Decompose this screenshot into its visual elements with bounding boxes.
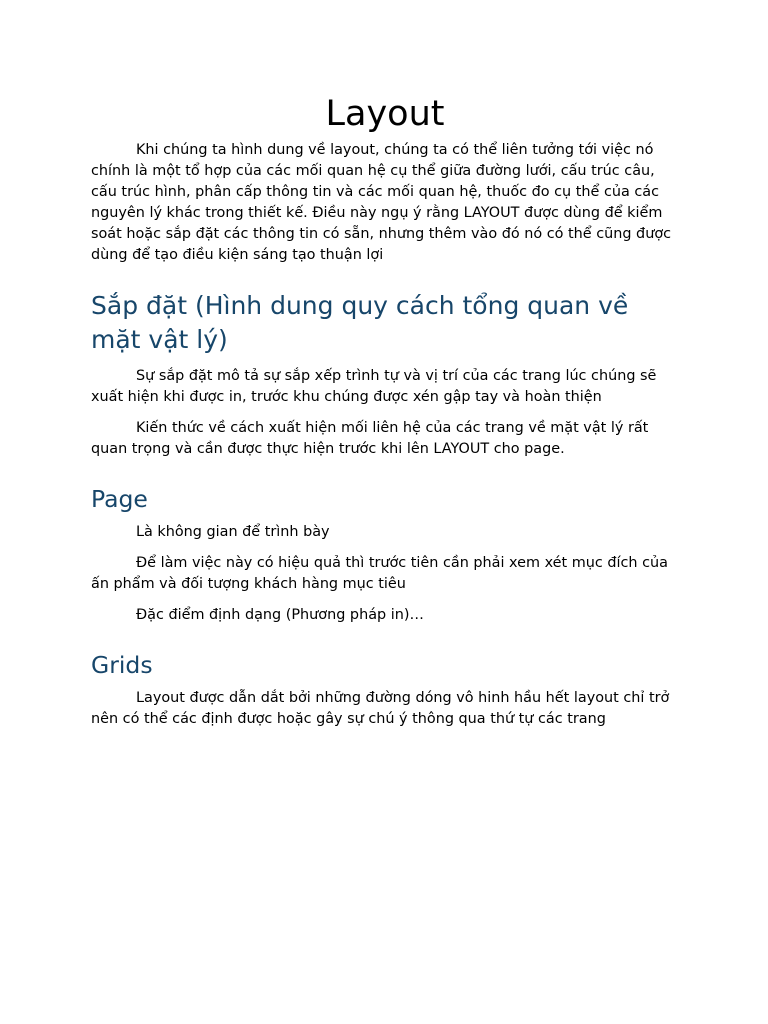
section-paragraph: Để làm việc này có hiệu quả thì trước tiên cần phải xem xét mục đích của ấn phẩm và đối tượng khách hàng mục tiêu	[91, 555, 668, 592]
document-page	[91, 92, 679, 740]
section-heading-grids: Grids	[91, 651, 153, 679]
section-paragraph: Kiến thức về cách xuất hiện mối liên hệ của các trang về mặt vật lý rất quan trọng và cần được thực hiện trước khi lên LAYOUT cho page.	[91, 420, 649, 457]
section-paragraph: Layout được dẫn dắt bởi những đường dóng vô hinh hầu hết layout chỉ trở nên có thể các định được hoặc gây sự chú ý thông qua thứ tự các trang	[91, 690, 670, 727]
document-title: Layout	[325, 94, 445, 134]
section-paragraph: Đặc điểm định dạng (Phương pháp in)…	[136, 607, 424, 623]
section-paragraph: Sự sắp đặt mô tả sự sắp xếp trình tự và vị trí của các trang lúc chúng sẽ xuất hiện khi được in, trước khu chúng được xén gập tay và hoàn thiện	[91, 368, 657, 405]
section-heading-page: Page	[91, 485, 148, 513]
section-heading-sap-dat: Sắp đặt (Hình dung quy cách tổng quan về mặt vật lý)	[91, 291, 629, 354]
intro-paragraph: Khi chúng ta hình dung về layout, chúng ta có thể liên tưởng tới việc nó chính là một tổ hợp của các mối quan hệ cụ thể giữa đường lưới, cấu trúc câu, cấu trúc hình, phân cấp thông tin và các mối quan hệ, thuốc đo cụ thể của các nguyên lý khác trong thiết kế. Điều này ngụ ý rằng LAYOUT được dùng để kiểm soát hoặc sắp đặt các thông tin có sẵn, nhưng thêm vào đó nó có thể cũng được dùng để tạo điều kiện sáng tạo thuận lợi	[91, 142, 672, 263]
section-paragraph: Là không gian để trình bày	[136, 524, 330, 540]
